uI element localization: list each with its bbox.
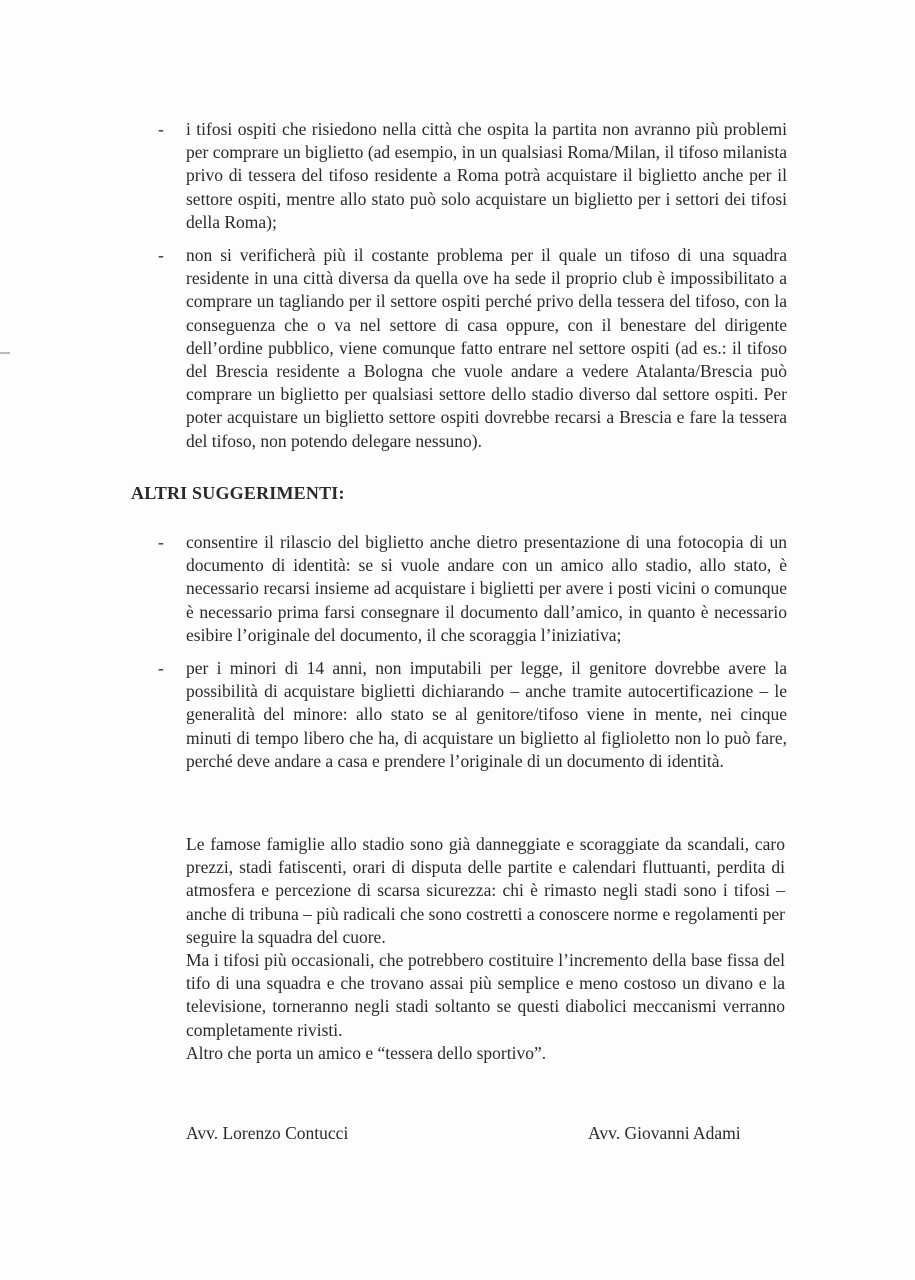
bullet-dash: - bbox=[158, 119, 164, 139]
bullet-dash: - bbox=[158, 245, 164, 266]
closing-paragraph-1: Le famose famiglie allo stadio sono già danneggiate e scoraggiate da scandali, caro prezzi, stadi fatiscenti, orari di disputa delle partite e calendari fluttuanti, perdita di atmosfera e percezione di scarsa sicurezza: chi è rimasto negli stadi sono i tifosi – anche di tribuna – più radicali che sono costretti a conoscere norme e regolamenti per seguire la squadra del cuore. bbox=[186, 834, 785, 947]
closing-paragraphs bbox=[186, 833, 785, 1065]
bullet-text: i tifosi ospiti che risiedono nella città che ospita la partita non avranno più problemi per comprare un biglietto (ad esempio, in un qualsiasi Roma/Milan, il tifoso milanista privo di tessera del tifoso residente a Roma potrà acquistare il biglietto anche per il settore ospiti, mentre allo stato può solo acquistare un biglietto per i settori dei tifosi della Roma); bbox=[186, 119, 787, 232]
closing-paragraph-2: Ma i tifosi più occasionali, che potrebbero costituire l’incremento della base fissa del tifo di una squadra e che trovano assai più semplice e meno costoso un divano e la televisione, torneranno negli stadi soltanto se questi diabolici meccanismi verranno completamente rivisti. bbox=[186, 950, 785, 1040]
list-item bbox=[132, 657, 787, 773]
bullet-dash: - bbox=[158, 658, 164, 679]
bullet-text: consentire il rilascio del biglietto anche dietro presentazione di una fotocopia di un documento di identità: se si vuole andare con un amico allo stadio, allo stato, è necessario recarsi insieme ad acquistare i biglietti per avere i posti vicini o comunque è necessario prima farsi consegnare il documento dall’amico, in quanto è necessario esibire l’originale del documento, il che scoraggia l’iniziativa; bbox=[186, 532, 787, 645]
bullet-list-suggestions bbox=[132, 531, 787, 783]
list-item bbox=[132, 531, 787, 647]
scan-margin-mark bbox=[0, 352, 10, 354]
list-item bbox=[132, 244, 787, 453]
bullet-text: non si verificherà più il costante problema per il quale un tifoso di una squadra residente in una città diversa da quella ove ha sede il proprio club è impossibilitato a comprare un tagliando per il settore ospiti perché privo della tessera del tifoso, con la conseguenza che o va nel settore di casa oppure, con il benestare del dirigente dell’ordine pubblico, viene comunque fatto entrare nel settore ospiti (ad es.: il tifoso del Brescia residente a Bologna che vuole andare a vedere Atalanta/Brescia può comprare un biglietto per qualsiasi settore dello stadio diverso dal settore ospiti. Per poter acquistare un biglietto settore ospiti dovrebbe recarsi a Brescia e fare la tessera del tifoso, non potendo delegare nessuno). bbox=[186, 245, 787, 451]
signature-right: Avv. Giovanni Adami bbox=[588, 1123, 741, 1143]
closing-paragraph-3: Altro che porta un amico e “tessera dello sportivo”. bbox=[186, 1042, 547, 1063]
bullet-text: per i minori di 14 anni, non imputabili per legge, il genitore dovrebbe avere la possibilità di acquistare biglietti dichiarando – anche tramite autocertificazione – le generalità del minore: allo stato se al genitore/tifoso viene in mente, nei cinque minuti di tempo libero che ha, di acquistare un biglietto al figlioletto non lo può fare, perché deve andare a casa e prendere l’originale di un documento di identità. bbox=[186, 658, 787, 771]
bullet-list-advantages bbox=[132, 118, 787, 463]
bullet-dash: - bbox=[158, 532, 164, 552]
list-item bbox=[132, 118, 787, 234]
section-heading: ALTRI SUGGERIMENTI: bbox=[131, 483, 345, 503]
signature-left: Avv. Lorenzo Contucci bbox=[186, 1123, 349, 1143]
